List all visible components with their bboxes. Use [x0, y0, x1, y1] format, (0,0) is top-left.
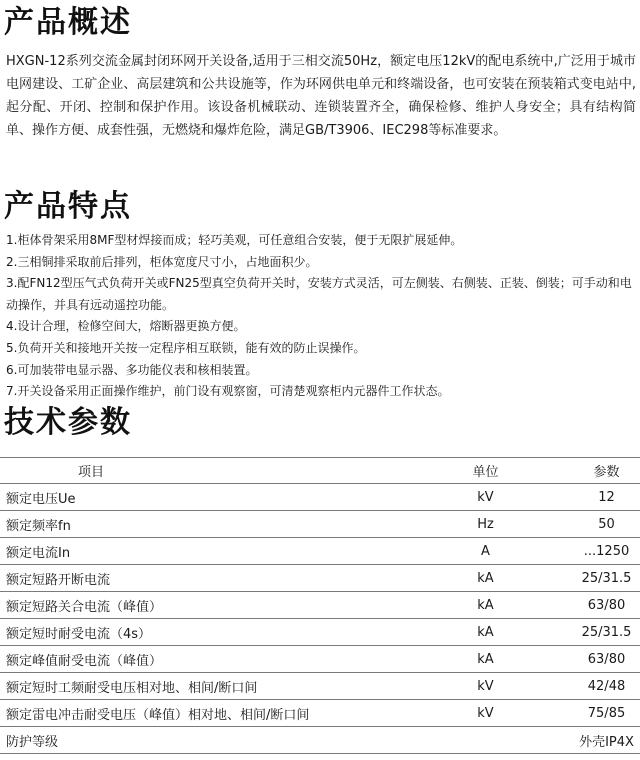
- table-row: [0, 592, 640, 619]
- row-unit: kV: [458, 700, 513, 727]
- row-item: 额定电流In: [0, 538, 458, 565]
- features-heading: 产品特点: [4, 189, 132, 224]
- feature-item: 3.配FN12型压气式负荷开关或FN25型真空负荷开关时，安装方式灵活，可左侧装、右侧装、正装、倒装；可手动和电动操作，并具有远动遥控功能。: [6, 276, 632, 312]
- params-table: [0, 457, 640, 754]
- row-item: 额定短时工频耐受电压相对地、相间/断口间: [0, 673, 458, 700]
- table-row: [0, 484, 640, 511]
- header-unit: 单位: [458, 458, 513, 484]
- overview-heading: 产品概述: [4, 5, 132, 40]
- row-unit: kV: [458, 673, 513, 700]
- table-row: [0, 727, 640, 754]
- feature-item: 4.设计合理，检修空间大，熔断器更换方便。: [6, 319, 246, 334]
- row-unit: kA: [458, 619, 513, 646]
- table-row: [0, 538, 640, 565]
- table-row: [0, 673, 640, 700]
- params-heading: 技术参数: [4, 405, 132, 440]
- table-row: [0, 700, 640, 727]
- row-item: 额定峰值耐受电流（峰值）: [0, 646, 458, 673]
- row-item: 额定短时耐受电流（4s）: [0, 619, 458, 646]
- row-unit: Hz: [458, 511, 513, 538]
- row-item: 防护等级: [0, 727, 458, 754]
- row-value: 12: [513, 484, 640, 511]
- table-row: [0, 565, 640, 592]
- header-value: 参数: [513, 458, 640, 484]
- feature-item: 7.开关设备采用正面操作维护，前门设有观察窗，可清楚观察柜内元器件工作状态。: [6, 384, 450, 399]
- table-row: [0, 511, 640, 538]
- row-unit: kA: [458, 592, 513, 619]
- table-row: [0, 619, 640, 646]
- row-item: 额定短路开断电流: [0, 565, 458, 592]
- row-value: 63/80: [513, 646, 640, 673]
- row-unit: kA: [458, 565, 513, 592]
- table-header-row: [0, 458, 640, 484]
- row-item: 额定雷电冲击耐受电压（峰值）相对地、相间/断口间: [0, 700, 458, 727]
- row-value: 外壳IP4X: [513, 727, 640, 754]
- row-unit: kV: [458, 484, 513, 511]
- feature-item: 2.三相铜排采取前后排列，柜体宽度尺寸小，占地面积少。: [6, 254, 318, 269]
- row-value: 42/48: [513, 673, 640, 700]
- row-item: 额定电压Ue: [0, 484, 458, 511]
- row-unit: [458, 727, 513, 754]
- features-list: [6, 230, 636, 403]
- row-value: 25/31.5: [513, 565, 640, 592]
- row-item: 额定频率fn: [0, 511, 458, 538]
- row-value: 25/31.5: [513, 619, 640, 646]
- header-item: 项目: [0, 458, 458, 484]
- row-value: ...1250: [513, 538, 640, 565]
- row-value: 63/80: [513, 592, 640, 619]
- feature-item: 6.可加装带电显示器、多功能仪表和核相装置。: [6, 362, 258, 377]
- feature-item: 5.负荷开关和接地开关按一定程序相互联锁，能有效的防止误操作。: [6, 340, 366, 355]
- row-unit: A: [458, 538, 513, 565]
- row-item: 额定短路关合电流（峰值）: [0, 592, 458, 619]
- feature-item: 1.柜体骨架采用8MF型材焊接而成；轻巧美观，可任意组合安装，便于无限扩展延伸。: [6, 233, 463, 247]
- row-value: 50: [513, 511, 640, 538]
- row-value: 75/85: [513, 700, 640, 727]
- row-unit: kA: [458, 646, 513, 673]
- table-row: [0, 646, 640, 673]
- overview-paragraph: HXGN-12系列交流金属封闭环网开关设备,适用于三相交流50Hz，额定电压12kV的配电系统中,广泛用于城市电网建设、工矿企业、高层建筑和公共设施等，作为环网供电单元和终端设备，也可安装在预装箱式变电站中,起分配、开闭、控制和保护作用。该设备机械联动、连锁装置齐全，确保检修、维护人身安全；具有结构简单、操作方便、成套性强，无燃烧和爆炸危险，满足GB/T3906、IEC298等标准要求。: [6, 54, 636, 138]
